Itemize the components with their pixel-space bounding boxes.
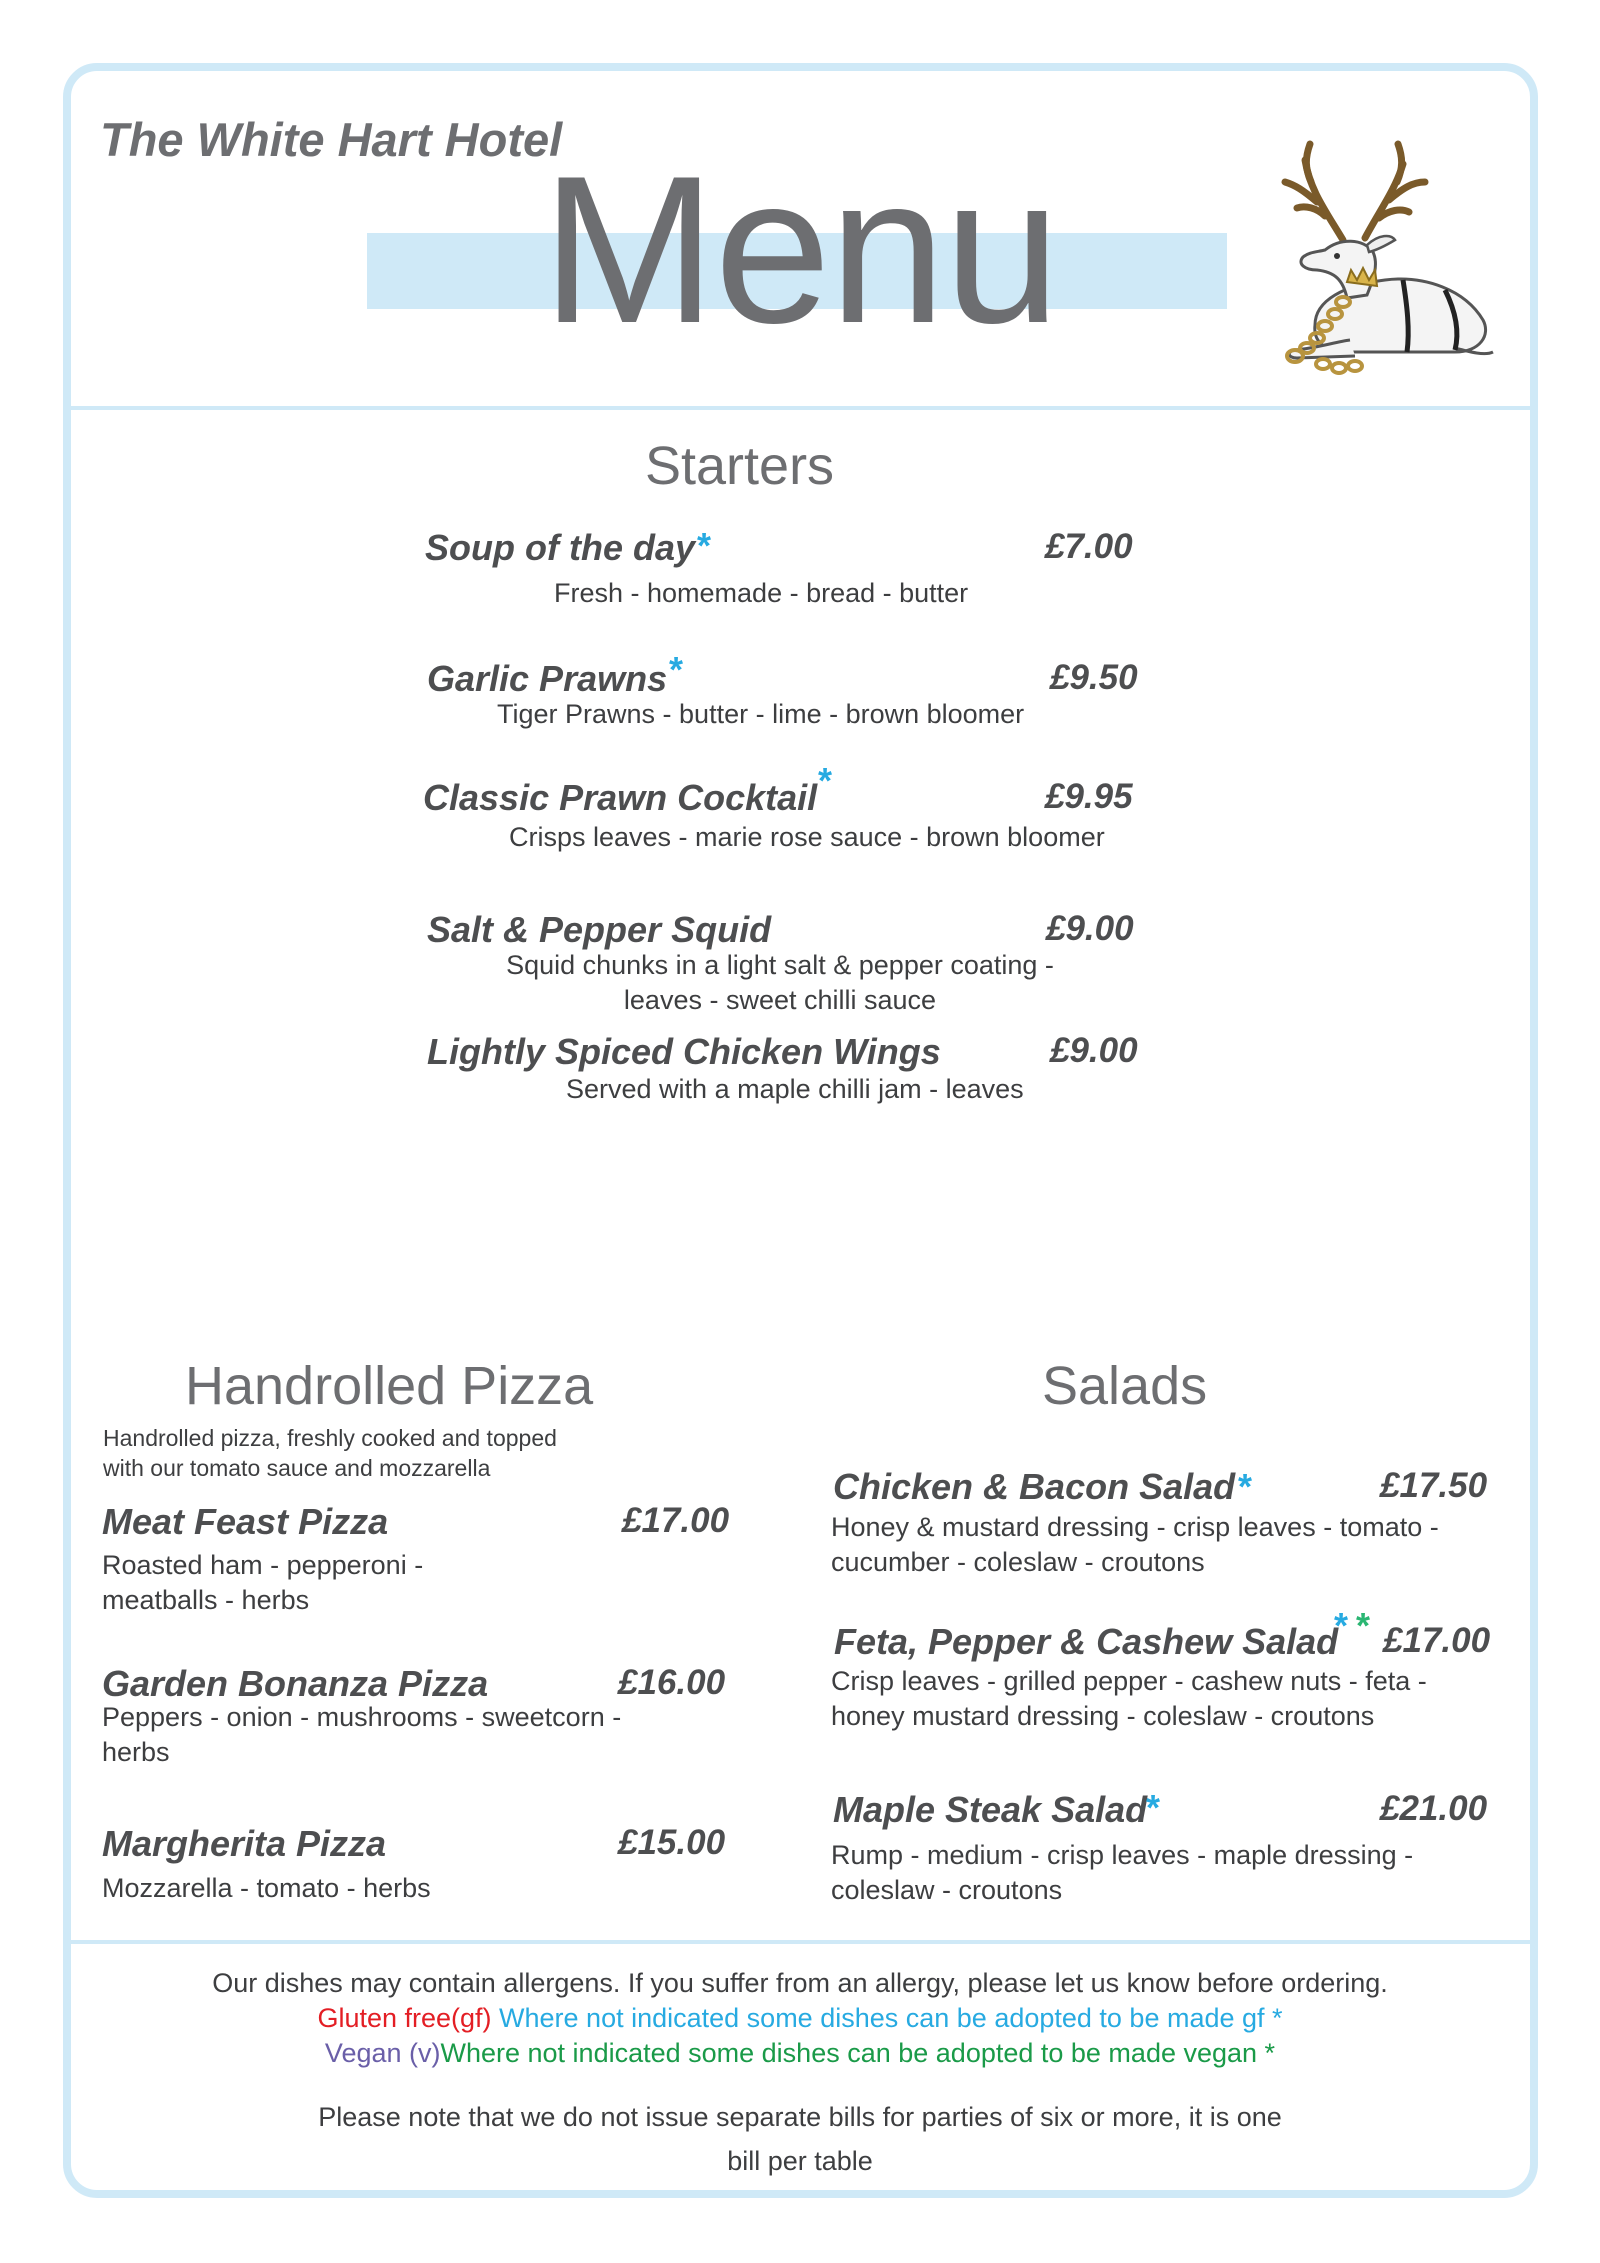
starter-prawns-price: £9.50 (1050, 658, 1138, 697)
gf-marker: * (818, 760, 833, 801)
vegan-note (0, 2038, 1600, 2069)
pizza-margherita-price: £15.00 (618, 1823, 726, 1862)
salad-feta-name: Feta, Pepper & Cashew Salad (834, 1621, 1339, 1662)
bill-note-line-2: bill per table (727, 2146, 873, 2176)
pizza-intro: Handrolled pizza, freshly cooked and topped with our tomato sauce and mozzarella (103, 1425, 557, 1481)
salad-chicken-bacon-price: £17.50 (1380, 1466, 1488, 1505)
vegan-label: Vegan (v) (324, 2038, 441, 2068)
page-title: Menu (541, 132, 1059, 367)
salad-chicken-bacon-description: Honey & mustard dressing - crisp leaves - tomato - cucumber - coleslaw - croutons (831, 1512, 1439, 1577)
starter-prawns-description: Tiger Prawns - butter - lime - brown bloomer (497, 699, 1025, 729)
starter-cocktail-price: £9.95 (1045, 777, 1133, 816)
gf-marker: * (697, 525, 712, 566)
salad-maple-steak-description: Rump - medium - crisp leaves - maple dressing - coleslaw - croutons (831, 1840, 1414, 1905)
gf-marker: * (1334, 1605, 1349, 1646)
pizza-meat-feast-description: Roasted ham - pepperoni - meatballs - herbs (102, 1550, 424, 1615)
starter-cocktail-description: Crisps leaves - marie rose sauce - brown bloomer (509, 822, 1105, 852)
starters-heading: Starters (645, 436, 835, 496)
vegan-marker: * (1356, 1605, 1371, 1646)
pizza-heading: Handrolled Pizza (185, 1356, 594, 1416)
salad-maple-steak-price: £21.00 (1380, 1789, 1488, 1828)
starter-prawns-name: Garlic Prawns (427, 658, 668, 699)
pizza-meat-feast-name: Meat Feast Pizza (102, 1501, 389, 1542)
starter-squid-price: £9.00 (1046, 909, 1134, 948)
gf-marker: * (1146, 1787, 1161, 1828)
starter-soup-description: Fresh - homemade - bread - butter (554, 578, 969, 608)
vegan-text: Where not indicated some dishes can be adopted to be made vegan * (440, 2038, 1276, 2068)
pizza-margherita-description: Mozzarella - tomato - herbs (102, 1873, 431, 1903)
starter-wings-price: £9.00 (1050, 1031, 1138, 1070)
allergen-note: Our dishes may contain allergens. If you suffer from an allergy, please let us know before ordering. (212, 1968, 1388, 1998)
header-divider (70, 406, 1530, 410)
gf-marker: * (669, 649, 684, 690)
bill-note-line-1: Please note that we do not issue separate bills for parties of six or more, it is one (318, 2102, 1282, 2132)
pizza-meat-feast-price: £17.00 (622, 1501, 730, 1540)
salad-feta-description: Crisp leaves - grilled pepper - cashew nuts - feta - honey mustard dressing - coleslaw - croutons (831, 1666, 1427, 1731)
starter-cocktail-name: Classic Prawn Cocktail (423, 777, 818, 818)
starter-wings-name: Lightly Spiced Chicken Wings (427, 1031, 941, 1072)
starter-soup-price: £7.00 (1045, 527, 1133, 566)
starter-soup-name: Soup of the day (425, 527, 695, 568)
pizza-garden-bonanza-price: £16.00 (618, 1663, 726, 1702)
white-hart-deer-icon (1255, 130, 1500, 380)
salad-feta-price: £17.00 (1383, 1621, 1491, 1660)
salad-chicken-bacon-name: Chicken & Bacon Salad (833, 1466, 1236, 1507)
hotel-name: The White Hart Hotel (100, 113, 563, 166)
salad-maple-steak-name: Maple Steak Salad (833, 1789, 1148, 1830)
gf-marker: * (1238, 1466, 1253, 1507)
gluten-free-note (0, 2003, 1600, 2034)
pizza-garden-bonanza-name: Garden Bonanza Pizza (102, 1663, 489, 1704)
starter-squid-name: Salt & Pepper Squid (427, 909, 772, 950)
starter-wings-description: Served with a maple chilli jam - leaves (566, 1074, 1024, 1104)
starter-squid-description: Squid chunks in a light salt & pepper coating - leaves - sweet chilli sauce (506, 950, 1054, 1015)
salads-heading: Salads (1042, 1356, 1208, 1416)
footer-divider (70, 1940, 1530, 1944)
gluten-free-label: Gluten free(gf) (317, 2003, 492, 2033)
pizza-margherita-name: Margherita Pizza (102, 1823, 387, 1864)
pizza-garden-bonanza-description: Peppers - onion - mushrooms - sweetcorn - herbs (102, 1702, 622, 1767)
gluten-free-text: Where not indicated some dishes can be adopted to be made gf * (491, 2003, 1283, 2033)
